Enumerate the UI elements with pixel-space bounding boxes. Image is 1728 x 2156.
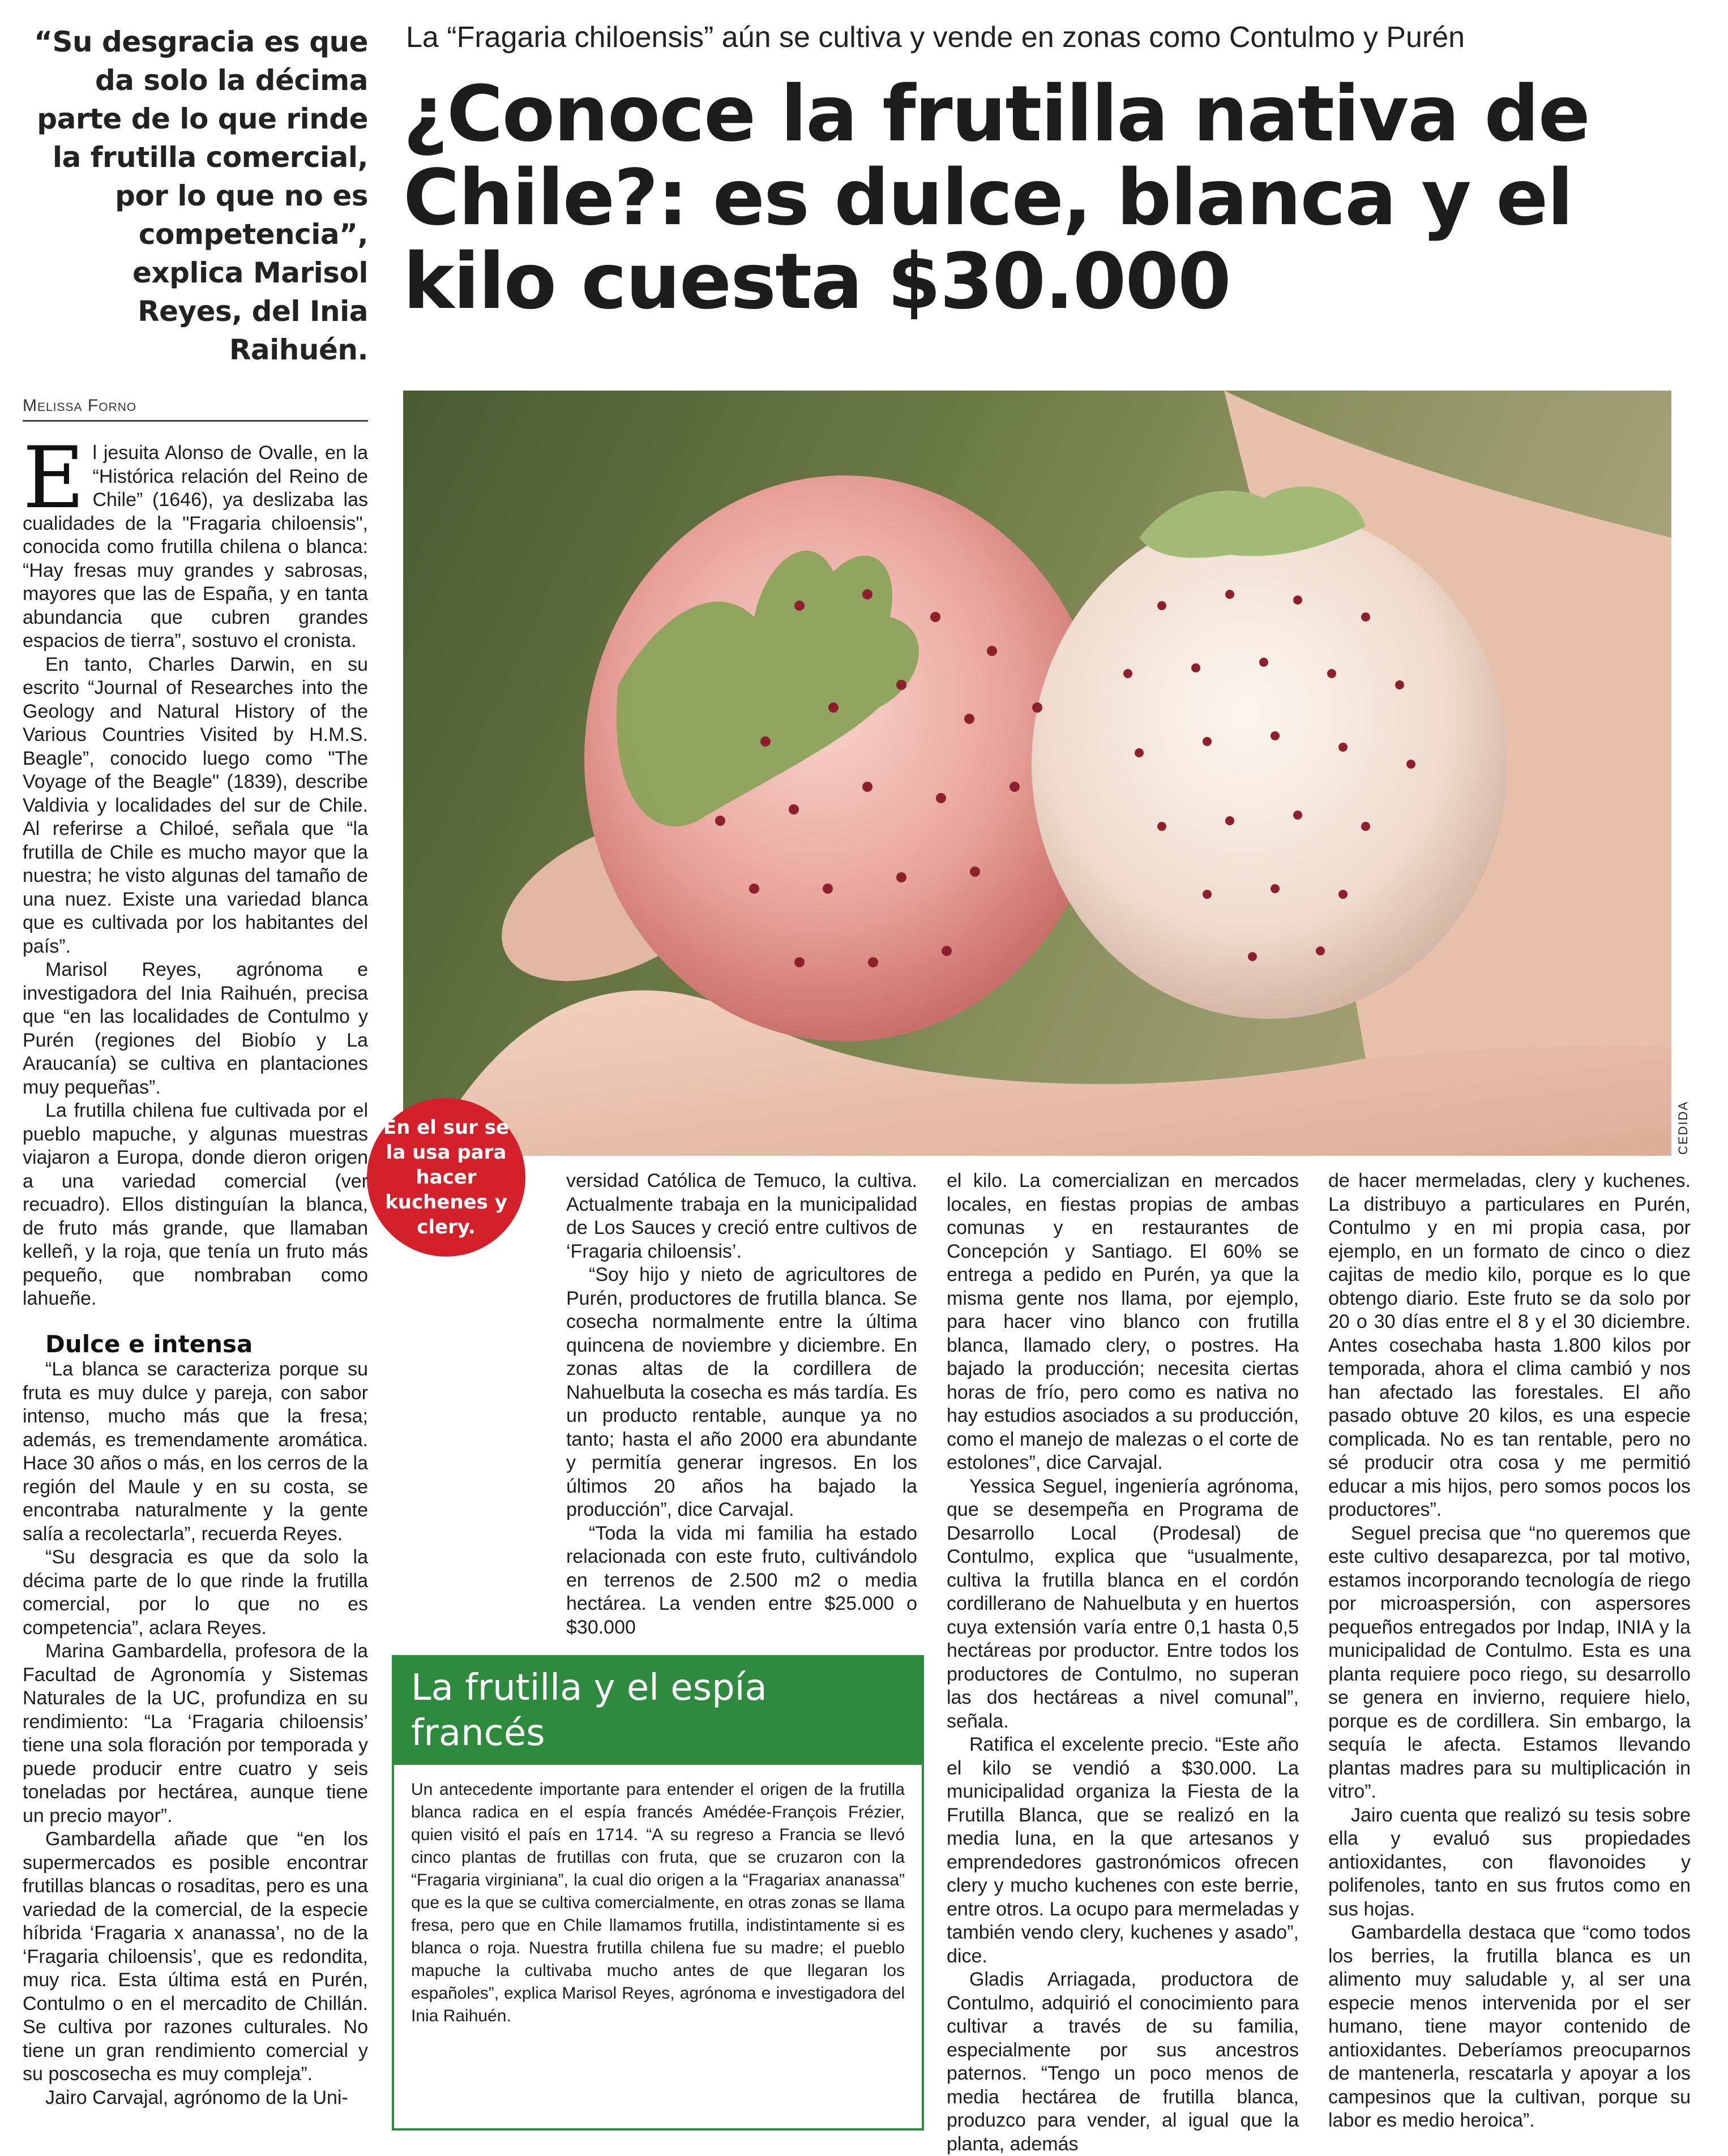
strawberries-illustration xyxy=(403,391,1671,1156)
paragraph: Marisol Reyes, agrónoma e investigadora del Inia Raihuén, precisa que “en las localidades de Contulmo y Purén (regiones del Biobío y La Araucanía) se cultiva en plantaciones muy pequeñas”. xyxy=(23,959,368,1098)
paragraph: “La blanca se caracteriza porque su fruta es muy dulce y pareja, con sabor intenso, mucho más que la fresa; además, es tremendamente aromática. Hace 30 años o más, en los cerros de la región del Maule y en su costa, se encontraba naturalmente y la gente salía a recolectarla”, recuerda Reyes. xyxy=(23,1358,368,1545)
article-column-2 xyxy=(566,1169,917,1639)
drop-cap: E xyxy=(23,429,85,528)
paragraph: Jairo cuenta que realizó su tesis sobre ella y evaluó sus propiedades antioxidantes, con flavonoides y polifenoles, tanto en sus frutos como en sus hojas. xyxy=(1328,1804,1691,1920)
pull-quote: “Su desgracia es que da solo la décima parte de lo que rinde la frutilla comercial, por lo que no es competencia”, explica Marisol Reyes, del Inia Raihuén. xyxy=(34,25,368,366)
article-column-4 xyxy=(1328,1169,1691,2133)
paragraph: de hacer mermeladas, clery y kuchenes. La distribuyo a particulares en Purén, Contulmo y en mi propia casa, por ejemplo, en un formato de cinco o diez cajitas de medio kilo, porque es lo que obtengo diario. Este fruto se da solo por 20 o 30 días entre el 8 y el 30 diciembre. Antes cosechaba hasta 1.800 kilos por temporada, ahora el clima cambió y nos han afectado las forestales. El año pasado obtuve 20 kilos, es una especie complicada. No es tan rentable, pero no sé producir otra cosa y me permitió educar a mis hijos, pero somos pocos los productores”. xyxy=(1328,1170,1691,1520)
lead-paragraph xyxy=(23,429,368,653)
photo-credit: CEDIDA xyxy=(1676,1100,1690,1155)
paragraph: Yessica Seguel, ingeniería agrónoma, que se desempeña en Programa de Desarrollo Local (Prodesal) de Contulmo, explica que “usualmente, cultiva la frutilla blanca en el cordón cordillerano de Nahuelbuta y en huertos cuya extensión varía entre 0,1 hasta 0,5 hectáreas por productor. Entre todos los productores de Contulmo, no superan las dos hectáreas a nivel comunal”, señala. xyxy=(947,1475,1299,1732)
strawberry-photo xyxy=(403,391,1671,1156)
paragraph: Gambardella añade que “en los supermercados es posible encontrar frutillas blancas o rosaditas, pero es una variedad de la comercial, de la especie híbrida ‘Fragaria x ananassa’, no de la ‘Fragaria chiloensis’, que es redondita, muy rica. Esta última está en Purén, Contulmo o en el mercadito de Chillán. Se cultiva por razones culturales. No tiene un gran rendimiento comercial y su poscosecha es muy compleja”. xyxy=(23,1828,368,2085)
paragraph: “Su desgracia es que da solo la décima parte de lo que rinde la frutilla comercial, por lo que no es competencia”, aclara Reyes. xyxy=(23,1546,368,1639)
paragraph: el kilo. La comercializan en mercados locales, en fiestas propias de ambas comunas y en restaurantes de Concepción y Santiago. El 60% se entrega a pedido en Purén, ya que la misma gente nos llama, por ejemplo, para hacer vino blanco con frutilla blanca, llamado clery, o postres. Ha bajado la producción; necesita ciertas horas de frío, pero como es nativa no hay estudios asociados a su producción, como el manejo de malezas o el corte de estolones”, dice Carvajal. xyxy=(947,1170,1299,1473)
sidebar-box xyxy=(392,1655,924,2131)
page-title: ¿Conoce la frutilla nativa de Chile?: es dulce, blanca y el kilo cuesta $30.000 xyxy=(403,70,1589,327)
paragraph-text: l jesuita Alonso de Ovalle, en la “Histórica relación del Reino de Chile” (1646), ya deslizaba las cualidades de la "Fragaria chiloensis", conocida como frutilla chilena o blanca: “Hay fresas muy grandes y sabrosas, mayores que las de España, y en tanta abundancia que cubren grandes espacios de tierra”, sostuvo el cronista. xyxy=(23,442,368,651)
paragraph: Jairo Carvajal, agrónomo de la Uni- xyxy=(45,2086,348,2108)
paragraph: “Toda la vida mi familia ha estado relacionada con este fruto, cultivándolo en terrenos de 2.500 m2 o media hectárea. La venden entre $25.000 o $30.000 xyxy=(566,1522,917,1638)
article-column-3 xyxy=(947,1169,1299,2156)
paragraph: En tanto, Charles Darwin, en su escrito “Journal of Researches into the Geology and Natural History of the Various Countries Visited by H.M.S. Beagle”, conocido luego como "The Voyage of the Beagle" (1839), describe Valdivia y localidades del sur de Chile. Al referirse a Chiloé, señala que “la frutilla de Chile es mucho mayor que la nuestra; he visto algunas del tamaño de una nuez. Existe una variedad blanca que es cultivada por los habitantes del país”. xyxy=(23,653,368,957)
byline: Melissa Forno xyxy=(23,396,368,422)
callout-badge: En el sur se la usa para hacer kuchenes y clery. xyxy=(367,1098,525,1257)
kicker: La “Fragaria chiloensis” aún se cultiva y vende en zonas como Contulmo y Purén xyxy=(406,21,1465,54)
paragraph: Seguel precisa que “no queremos que este cultivo desaparezca, por tal motivo, estamos incorporando tecnología de riego por microaspersión, con aspersores pequeños entregados por Indap, INIA y la municipalidad de Contulmo. Esta es una planta requiere poco riego, su desarrollo se genera en invierno, requiere hielo, porque es de cordillera. Sin embargo, la sequía le afecta. Estamos llevando plantas madres para su multiplicación in vitro”. xyxy=(1328,1522,1691,1802)
sidebar-title: La frutilla y el espía francés xyxy=(394,1657,922,1765)
subheading: Dulce e intensa xyxy=(45,1330,253,1358)
paragraph: versidad Católica de Temuco, la cultiva. Actualmente trabaja en la municipalidad de Los Sauces y creció entre cultivos de ‘Fragaria chiloensis’. xyxy=(566,1170,917,1262)
paragraph: Ratifica el excelente precio. “Este año el kilo se vendió a $30.000. La municipalidad organiza la Fiesta de la Frutilla Blanca, que se realizó en la media luna, en la que artesanos y emprendedores gastronómicos ofrecen clery y mucho kuchenes con este berrie, entre otros. La ocupo para mermeladas y también vendo clery, kuchenes y asado”, dice. xyxy=(947,1734,1299,1967)
paragraph: Gladis Arriagada, productora de Contulmo, adquirió el conocimiento para cultivar a través de su familia, especialmente por sus ancestros paternos. “Tengo un poco menos de media hectárea de frutilla blanca, produzco para vender, al igual que la planta, además xyxy=(947,1969,1299,2155)
article-column-1 xyxy=(23,429,368,2110)
paragraph: La frutilla chilena fue cultivada por el pueblo mapuche, y algunas muestras viajaron a Europa, donde dieron origen a una variedad comercial (ver recuadro). Ellos distinguían la blanca, de fruto más grande, que llamaban kelleñ, y la roja, que tenía un fruto más pequeño, que nombraban como lahueñe. xyxy=(23,1100,368,1309)
paragraph: Gambardella destaca que “como todos los berries, la frutilla blanca es un alimento muy saludable y, al ser una especie menos intervenida por el ser humano, tiene mayor contenido de antioxidantes. Deberíamos preocuparnos de mantenerla, rescatarla y apoyar a los campesinos que la cultivan, porque su labor es medio heroica”. xyxy=(1328,1922,1691,2131)
sidebar-body: Un antecedente importante para entender el origen de la frutilla blanca radica en el espía francés Amédée-François Frézier, quien visitó el país en 1714. “A su regreso a Francia se llevó cinco plantas de frutillas con fruta, que se cruzaron con la “Fragaria virginiana”, la cual dio origen a la “Fragariax ananassa” que es la que se cultiva comercialmente, en otras zonas se llama fresa, pero que en Chile llamamos frutilla, indistintamente si es blanca o roja. Nuestra frutilla chilena fue su madre; el pueblo mapuche la cultivaba mucho antes de que llegaran los españoles”, explica Marisol Reyes, agrónoma e investigadora del Inia Raihuén. xyxy=(411,1780,905,2025)
paragraph: “Soy hijo y nieto de agricultores de Purén, productores de frutilla blanca. Se cosecha normalmente entre la última quincena de noviembre y diciembre. En zonas altas de la cordillera de Nahuelbuta la cosecha es más tardía. Es un producto rentable, aunque ya no tanto; hasta el año 2000 era abundante y permitía generar ingresos. En los últimos 20 años ha bajado la producción”, dice Carvajal. xyxy=(566,1264,917,1520)
paragraph: Marina Gambardella, profesora de la Facultad de Agronomía y Sistemas Naturales de la UC, profundiza en su rendimiento: “La ‘Fragaria chiloensis’ tiene una sola floración por temporada y puede producir entre cuatro y seis toneladas por hectárea, aunque tiene un precio mayor”. xyxy=(23,1640,368,1827)
